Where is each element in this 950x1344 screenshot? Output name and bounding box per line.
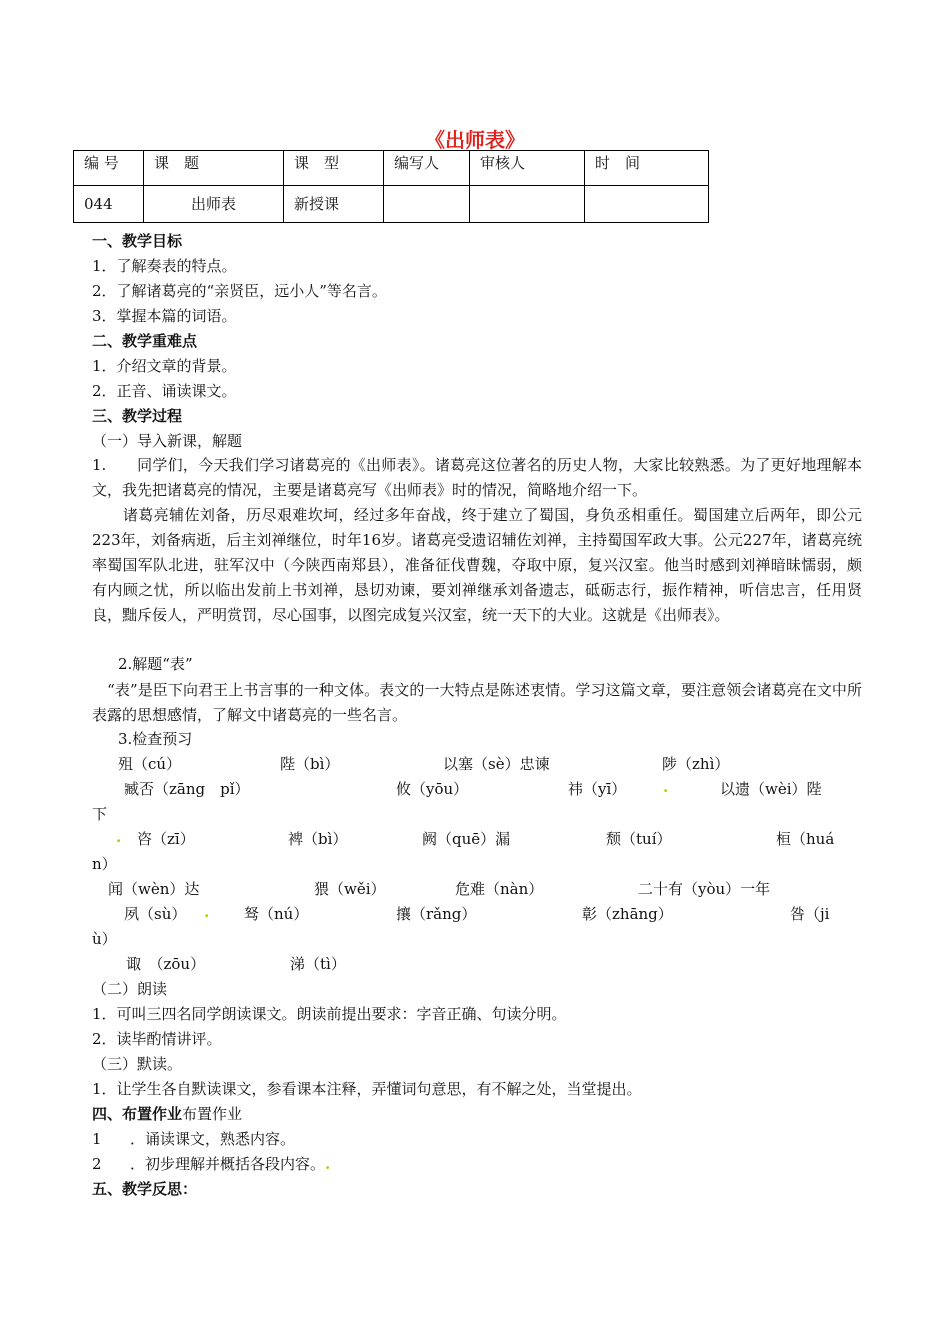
section-heading: 五、教学反思： xyxy=(92,1180,198,1198)
pinyin-item: 颓（tuí） xyxy=(606,830,672,848)
list-item: 2．读毕酌情讲评。 xyxy=(92,1030,222,1048)
pinyin-item: 桓（huá xyxy=(776,830,835,848)
pinyin-item: 攸（yōu） xyxy=(396,780,469,798)
item-text: ．初步理解并概括各段内容。 xyxy=(130,1155,326,1173)
section-heading-tail: 布置作业 xyxy=(182,1105,243,1123)
pinyin-item: 攘（rǎng） xyxy=(396,905,477,923)
section-heading: 四、布置作业 xyxy=(92,1105,183,1123)
pinyin-item: 殂（cú） xyxy=(118,755,182,773)
list-item xyxy=(92,1128,295,1149)
item-number: 1 xyxy=(92,1130,102,1148)
header-cell: 课 题 xyxy=(144,151,284,186)
list-item: 1．可叫三四名同学朗读课文。朗读前提出要求：字音正确、句读分明。 xyxy=(92,1005,567,1023)
pinyin-item: 危难（nàn） xyxy=(455,880,544,898)
mark-icon: . xyxy=(663,778,669,796)
pinyin-item: 涕（tì） xyxy=(290,955,346,973)
header-cell: 编写人 xyxy=(384,151,470,186)
pinyin-item: 咎（ji xyxy=(790,905,830,923)
table-header-row xyxy=(74,151,709,186)
pinyin-item: 驽（nú） xyxy=(244,905,309,923)
table-cell: 出师表 xyxy=(144,186,284,223)
subheading: 2.解题“表” xyxy=(118,655,193,673)
item-number: 2 xyxy=(92,1155,102,1173)
mark-icon: . xyxy=(204,903,210,921)
section-heading-row xyxy=(92,1103,242,1124)
list-item: 1．介绍文章的背景。 xyxy=(92,357,237,375)
section-heading: 二、教学重难点 xyxy=(92,332,198,350)
page-title: 《出师表》 xyxy=(425,128,525,152)
header-cell: 编 号 xyxy=(74,151,144,186)
table-cell xyxy=(470,186,585,223)
pinyin-item: 陛（bì） xyxy=(280,755,340,773)
pinyin-item: 阙（quē）漏 xyxy=(422,830,511,848)
list-item: 2．了解诸葛亮的“亲贤臣，远小人”等名言。 xyxy=(92,282,387,300)
subheading: （三）默读。 xyxy=(92,1055,183,1073)
list-item: 1．让学生各自默读课文，参看课本注释，弄懂词句意思，有不解之处，当堂提出。 xyxy=(92,1080,642,1098)
subheading: （一）导入新课，解题 xyxy=(92,432,243,450)
pinyin-item: n） xyxy=(92,855,117,873)
pinyin-item: 二十有（yòu）一年 xyxy=(638,880,771,898)
pinyin-item: 陟（zhì） xyxy=(662,755,730,773)
paragraph: “表”是臣下向君王上书言事的一种文体。表文的一大特点是陈述衷情。学习这篇文章，要注意领会诸葛亮在文中所表露的思想感情，了解文中诸葛亮的一些名言。 xyxy=(92,681,862,724)
header-cell: 课 型 xyxy=(284,151,384,186)
paragraph: 1. 同学们，今天我们学习诸葛亮的《出师表》。诸葛亮这位著名的历史人物，大家比较熟悉。为了更好地理解本文，我先把诸葛亮的情况，主要是诸葛亮写《出师表》时的情况，简略地介绍一下。 xyxy=(92,456,862,499)
pinyin-item: 臧否（zāng pǐ） xyxy=(124,780,250,798)
section-heading: 一、教学目标 xyxy=(92,232,183,250)
list-item xyxy=(92,1153,330,1174)
section-heading: 三、教学过程 xyxy=(92,407,183,425)
pinyin-item: 闻（wèn）达 xyxy=(108,880,200,898)
pinyin-item: 以遗（wèi）陛 xyxy=(720,780,822,798)
pinyin-item: 诹 （zōu） xyxy=(126,955,206,973)
pinyin-item: 裨（bì） xyxy=(288,830,348,848)
subheading: （二）朗读 xyxy=(92,980,168,998)
item-text: ．诵读课文，熟悉内容。 xyxy=(130,1130,296,1148)
info-table xyxy=(73,150,709,223)
pinyin-item: 猥（wěi） xyxy=(314,880,386,898)
table-row xyxy=(74,186,709,223)
subheading: 3.检查预习 xyxy=(118,730,193,748)
pinyin-item: 咨（zī） xyxy=(137,830,195,848)
table-cell: 044 xyxy=(74,186,144,223)
pinyin-item: 以塞（sè）忠谏 xyxy=(443,755,550,773)
header-cell: 审核人 xyxy=(470,151,585,186)
list-item: 2．正音、诵读课文。 xyxy=(92,382,237,400)
list-item: 1．了解奏表的特点。 xyxy=(92,257,237,275)
table-cell: 新授课 xyxy=(284,186,384,223)
pinyin-item: 彰（zhāng） xyxy=(582,905,673,923)
header-cell: 时 间 xyxy=(585,151,709,186)
table-cell xyxy=(384,186,470,223)
paragraph: 诸葛亮辅佐刘备，历尽艰难坎坷，经过多年奋战，终于建立了蜀国，身负丞相重任。蜀国建立后两年，即公元223年，刘备病逝，后主刘禅继位，时年16岁。诸葛亮受遗诏辅佐刘禅，主持蜀国军政大事。公元227年，诸葛亮统率蜀国军队北进，驻军汉中（今陕西南郑县），准备征伐曹魏，夺取中原，复兴汉室。他当时感到刘禅暗昧懦弱，颇有内顾之忧，所以临出发前上书刘禅，恳切劝谏，要刘禅继承刘备遗志，砥砺志行，振作精神，听信忠言，任用贤良，黜斥佞人，严明赏罚，尽心国事，以图完成复兴汉室，统一天下的大业。这就是《出师表》。 xyxy=(92,506,862,624)
table-cell xyxy=(585,186,709,223)
pinyin-item: 夙（sù） xyxy=(124,905,187,923)
pinyin-item: ù） xyxy=(92,930,117,948)
pinyin-item: 下 xyxy=(92,805,108,823)
mark-icon: . xyxy=(325,1155,331,1173)
pinyin-item: 祎（yī） xyxy=(568,780,627,798)
list-item: 3．掌握本篇的词语。 xyxy=(92,307,237,325)
mark-icon: . xyxy=(116,828,122,846)
